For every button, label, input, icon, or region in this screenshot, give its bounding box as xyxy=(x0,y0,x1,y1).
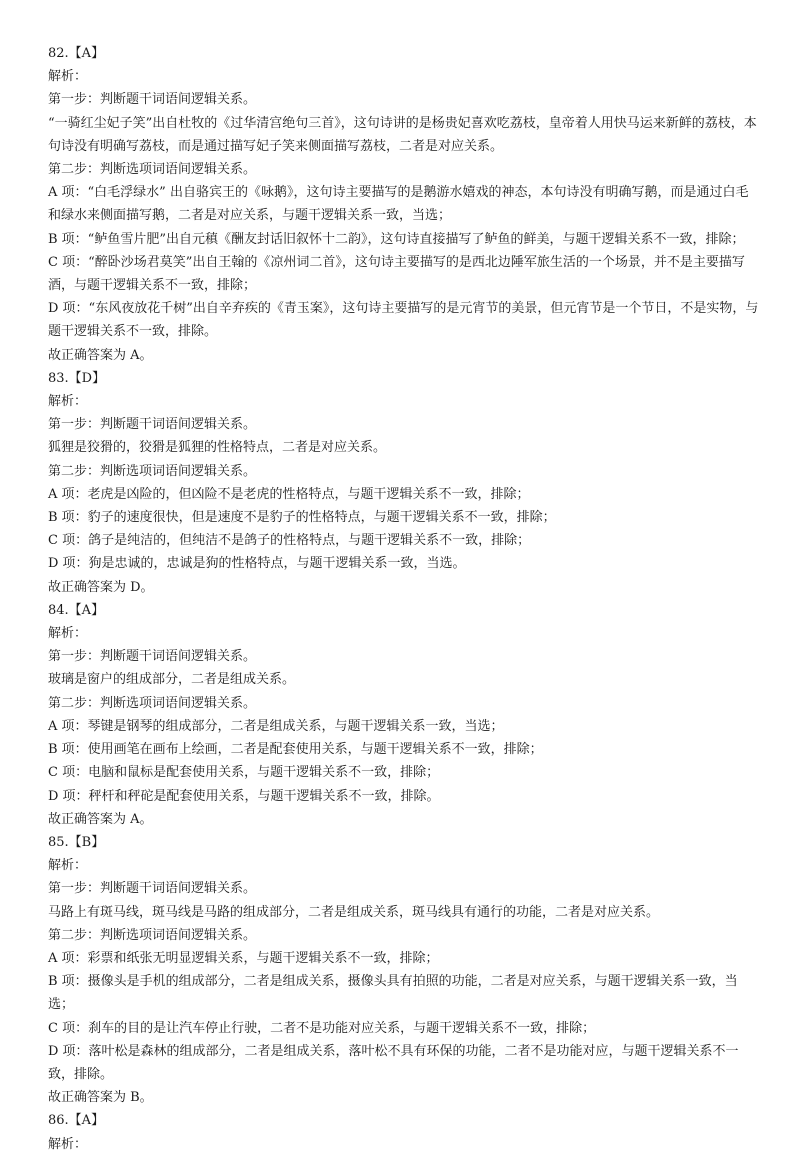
question-85-header: 85.【B】 xyxy=(48,834,105,850)
option-b-analysis: B 项：使用画笔在画布上绘画，二者是配套使用关系，与题干逻辑关系不一致，排除； xyxy=(48,742,543,758)
option-c-analysis: C 项：刹车的目的是让汽车停止行驶，二者不是功能对应关系，与题干逻辑关系不一致，排除； xyxy=(48,1020,596,1036)
question-83-block xyxy=(48,367,760,599)
option-c-analysis: C 项：电脑和鼠标是配套使用关系，与题干逻辑关系不一致，排除； xyxy=(48,765,440,781)
step-one-heading: 第一步：判断题干词语间逻辑关系。 xyxy=(48,649,257,665)
question-86-header: 86.【A】 xyxy=(48,1113,105,1129)
option-d-analysis: D 项：秤杆和秤砣是配套使用关系，与题干逻辑关系不一致，排除。 xyxy=(48,788,440,804)
question-84-block xyxy=(48,599,760,831)
step-one-heading: 第一步：判断题干词语间逻辑关系。 xyxy=(48,417,257,433)
option-a-analysis: A 项：“白毛浮绿水” 出自骆宾王的《咏鹅》，这句诗主要描写的是鹅游水嬉戏的神态，本句诗没有明确写鹅，而是通过白毛和绿水来侧面描写鹅，二者是对应关系，与题干逻辑关系一致，当选； xyxy=(48,185,749,224)
option-b-analysis: B 项：豹子的速度很快，但是速度不是豹子的性格特点，与题干逻辑关系不一致，排除； xyxy=(48,510,556,526)
analysis-label: 解析： xyxy=(48,1136,88,1152)
stem-analysis-paragraph: “一骑红尘妃子笑”出自杜牧的《过华清宫绝句三首》，这句诗讲的是杨贵妃喜欢吃荔枝，皇帝着人用快马运来新鲜的荔枝，本句诗没有明确写荔枝，而是通过描写妃子笑来侧面描写荔枝，二者是对应关系。 xyxy=(48,115,757,154)
option-d-analysis: D 项：狗是忠诚的，忠诚是狗的性格特点，与题干逻辑关系一致，当选。 xyxy=(48,556,466,572)
question-82-header: 82.【A】 xyxy=(48,46,105,61)
correct-answer-line: 故正确答案为 A。 xyxy=(48,811,153,827)
correct-answer-line: 故正确答案为 A。 xyxy=(48,347,153,363)
option-c-analysis: C 项：“醉卧沙场君莫笑”出自王翰的《凉州词二首》，这句诗主要描写的是西北边陲军旅生活的一个场景，并不是主要描写酒，与题干逻辑关系不一致，排除； xyxy=(48,254,745,294)
question-84-header: 84.【A】 xyxy=(48,602,105,618)
question-83-header: 83.【D】 xyxy=(48,370,106,386)
option-d-analysis: D 项：落叶松是森林的组成部分，二者是组成关系，落叶松不具有环保的功能，二者不是功能对应，与题干逻辑关系不一致，排除。 xyxy=(48,1043,739,1082)
question-85-block xyxy=(48,831,760,1109)
stem-analysis-paragraph: 狐狸是狡猾的，狡猾是狐狸的性格特点，二者是对应关系。 xyxy=(48,440,387,456)
step-one-heading: 第一步：判断题干词语间逻辑关系。 xyxy=(48,92,257,108)
step-two-heading: 第二步：判断选项词语间逻辑关系。 xyxy=(48,162,257,178)
step-two-heading: 第二步：判断选项词语间逻辑关系。 xyxy=(48,927,257,943)
option-c-analysis: C 项：鸽子是纯洁的，但纯洁不是鸽子的性格特点，与题干逻辑关系不一致，排除； xyxy=(48,533,531,549)
question-82-block xyxy=(48,42,760,367)
analysis-label: 解析： xyxy=(48,69,88,85)
step-two-heading: 第二步：判断选项词语间逻辑关系。 xyxy=(48,463,257,479)
answer-explanations-document xyxy=(48,42,760,1156)
option-a-analysis: A 项：琴键是钢琴的组成部分，二者是组成关系，与题干逻辑关系一致，当选； xyxy=(48,718,504,734)
correct-answer-line: 故正确答案为 B。 xyxy=(48,1090,153,1106)
question-86-block xyxy=(48,1109,760,1155)
correct-answer-line: 故正确答案为 D。 xyxy=(48,579,154,595)
step-one-heading: 第一步：判断题干词语间逻辑关系。 xyxy=(48,881,257,897)
stem-analysis-paragraph: 玻璃是窗户的组成部分，二者是组成关系。 xyxy=(48,672,296,688)
option-b-analysis: B 项：“鲈鱼雪片肥”出自元稹《酬友封话旧叙怀十二韵》，这句诗直接描写了鲈鱼的鲜美，与题干逻辑关系不一致，排除； xyxy=(48,231,745,247)
option-b-analysis: B 项：摄像头是手机的组成部分，二者是组成关系，摄像头具有拍照的功能，二者是对应关系，与题干逻辑关系一致，当选； xyxy=(48,974,738,1013)
option-d-analysis: D 项：“东风夜放花千树”出自辛弃疾的《青玉案》，这句诗主要描写的是元宵节的美景，但元宵节是一个节日，不是实物，与题干逻辑关系不一致，排除。 xyxy=(48,301,759,340)
analysis-label: 解析： xyxy=(48,858,88,874)
step-two-heading: 第二步：判断选项词语间逻辑关系。 xyxy=(48,695,257,711)
analysis-label: 解析： xyxy=(48,394,88,410)
option-a-analysis: A 项：彩票和纸张无明显逻辑关系，与题干逻辑关系不一致，排除； xyxy=(48,950,439,966)
option-a-analysis: A 项：老虎是凶险的，但凶险不是老虎的性格特点，与题干逻辑关系不一致，排除； xyxy=(48,486,530,502)
stem-analysis-paragraph: 马路上有斑马线，斑马线是马路的组成部分，二者是组成关系，斑马线具有通行的功能，二者是对应关系。 xyxy=(48,904,660,920)
analysis-label: 解析： xyxy=(48,626,88,642)
